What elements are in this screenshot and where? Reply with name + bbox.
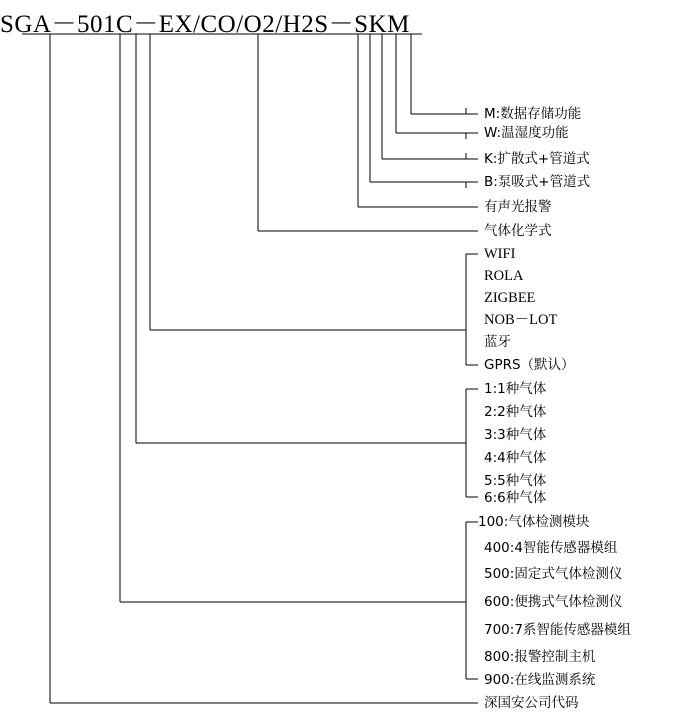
label-gascount-4: 4:4种气体 <box>484 450 547 466</box>
code-dash-1: － <box>51 11 78 38</box>
code-dash-3: － <box>328 11 355 38</box>
label-storage-w: W:温湿度功能 <box>484 125 569 141</box>
label-comm-gprs: GPRS（默认） <box>484 357 575 373</box>
label-alarm: 有声光报警 <box>484 199 552 215</box>
label-series-700: 700:7系智能传感器模组 <box>484 622 631 638</box>
product-code-title <box>0 4 440 40</box>
label-company-code: 深国安公司代码 <box>484 695 579 711</box>
label-comm-nblot: NOB－LOT <box>484 312 558 328</box>
code-segment-gases: EX/CO/O2/H2S <box>158 11 329 38</box>
label-comm-zigbee: ZIGBEE <box>484 290 536 306</box>
label-comm-rola: ROLA <box>484 268 524 284</box>
label-gas-formula: 气体化学式 <box>484 223 552 239</box>
code-segment-series: 501C <box>77 11 134 38</box>
label-series-100: 100:气体检测模块 <box>478 514 590 530</box>
label-series-500: 500:固定式气体检测仪 <box>484 566 623 582</box>
label-series-800: 800:报警控制主机 <box>484 649 596 665</box>
label-gascount-1: 1:1种气体 <box>484 381 547 397</box>
label-comm-wifi: WIFI <box>484 246 516 262</box>
label-series-900: 900:在线监测系统 <box>484 672 596 688</box>
label-series-600: 600:便携式气体检测仪 <box>484 594 623 610</box>
label-sampling-k: K:扩散式+管道式 <box>484 151 590 167</box>
label-sampling-b: B:泵吸式+管道式 <box>484 174 591 190</box>
code-dash-2: － <box>133 11 159 38</box>
label-gascount-3: 3:3种气体 <box>484 427 547 443</box>
label-comm-bluetooth: 蓝牙 <box>484 334 511 350</box>
label-gascount-5: 5:5种气体 <box>484 473 547 489</box>
code-segment-options: SKM <box>354 11 410 38</box>
code-segment-brand: SGA <box>0 11 52 38</box>
label-series-400: 400:4智能传感器模组 <box>484 540 618 556</box>
label-gascount-2: 2:2种气体 <box>484 404 547 420</box>
label-gascount-6: 6:6种气体 <box>484 490 547 506</box>
label-storage-m: M:数据存储功能 <box>484 106 582 122</box>
